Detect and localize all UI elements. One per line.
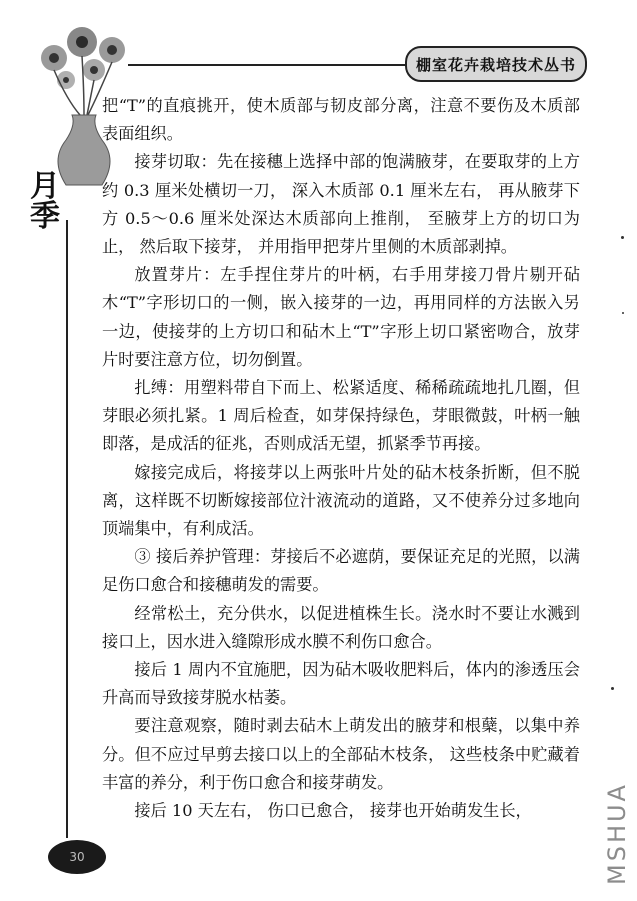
month-label bbox=[28, 169, 62, 234]
scan-speck bbox=[621, 236, 624, 239]
paragraph: 接芽切取：先在接穗上选择中部的饱满腋芽，在要取芽的上方约 0.3 厘米处横切一刀， 深入木质部 0.1 厘米左右， 再从腋芽下方 0.5～0.6 厘米处深达木质部向上推削， 至腋芽上方的切口为止， 然后取下接芽， 并用指甲把芽片里侧的木质部剥掉。 bbox=[102, 152, 580, 257]
paragraph: 放置芽片：左手捏住芽片的叶柄，右手用芽接刀骨片剔开砧木“T”字形切口的一侧，嵌入接芽的一边，再用同样的方法嵌入另一边，使接芽的上方切口和砧木上“T”字形上切口紧密吻合，放芽片时要注意方位，切勿倒置。 bbox=[102, 265, 580, 369]
paragraph: 把“T”的直痕挑开，使木质部与韧皮部分离，注意不要伤及木质部表面组织。 bbox=[102, 96, 580, 144]
month-label-char: 月 bbox=[30, 169, 60, 204]
paragraph: ③ 接后养护管理：芽接后不必遮荫，要保证充足的光照，以满足伤口愈合和接穗萌发的需要。 bbox=[102, 547, 580, 595]
month-label-char: 季 bbox=[30, 199, 60, 234]
body-text bbox=[102, 92, 580, 825]
watermark: MSHUA bbox=[603, 782, 631, 886]
page-number-badge: 30 bbox=[48, 840, 106, 874]
side-rule bbox=[66, 220, 68, 838]
paragraph: 要注意观察，随时剥去砧木上萌发出的腋芽和根蘖，以集中养分。但不应过早剪去接口以上的全部砧木枝条， 这些枝条中贮藏着丰富的养分，利于伤口愈合和接芽萌发。 bbox=[102, 716, 580, 792]
header-rule bbox=[128, 64, 428, 66]
paragraph: 接后 1 周内不宜施肥，因为砧木吸收肥料后，体内的渗透压会升高而导致接芽脱水枯萎。 bbox=[102, 660, 580, 708]
scan-speck bbox=[622, 312, 624, 314]
paragraph: 扎缚：用塑料带自下而上、松紧适度、稀稀疏疏地扎几圈，但芽眼必须扎紧。1 周后检查，如芽保持绿色，芽眼微鼓，叶柄一触即落，是成活的征兆，否则成活无望，抓紧季节再接。 bbox=[102, 378, 580, 454]
paragraph: 嫁接完成后，将接芽以上两张叶片处的砧木枝条折断，但不脱离，这样既不切断嫁接部位汁液流动的道路，又不使养分过多地向顶端集中，有利成活。 bbox=[102, 462, 580, 539]
paragraph: 接后 10 天左右， 伤口已愈合， 接芽也开始萌发生长， bbox=[134, 801, 532, 821]
series-title-banner: 棚室花卉栽培技术丛书 bbox=[405, 46, 587, 82]
paragraph: 经常松土，充分供水，以促进植株生长。浇水时不要让水溅到接口上，因水进入缝隙形成水膜不利伤口愈合。 bbox=[102, 603, 580, 651]
scan-speck bbox=[611, 687, 614, 690]
